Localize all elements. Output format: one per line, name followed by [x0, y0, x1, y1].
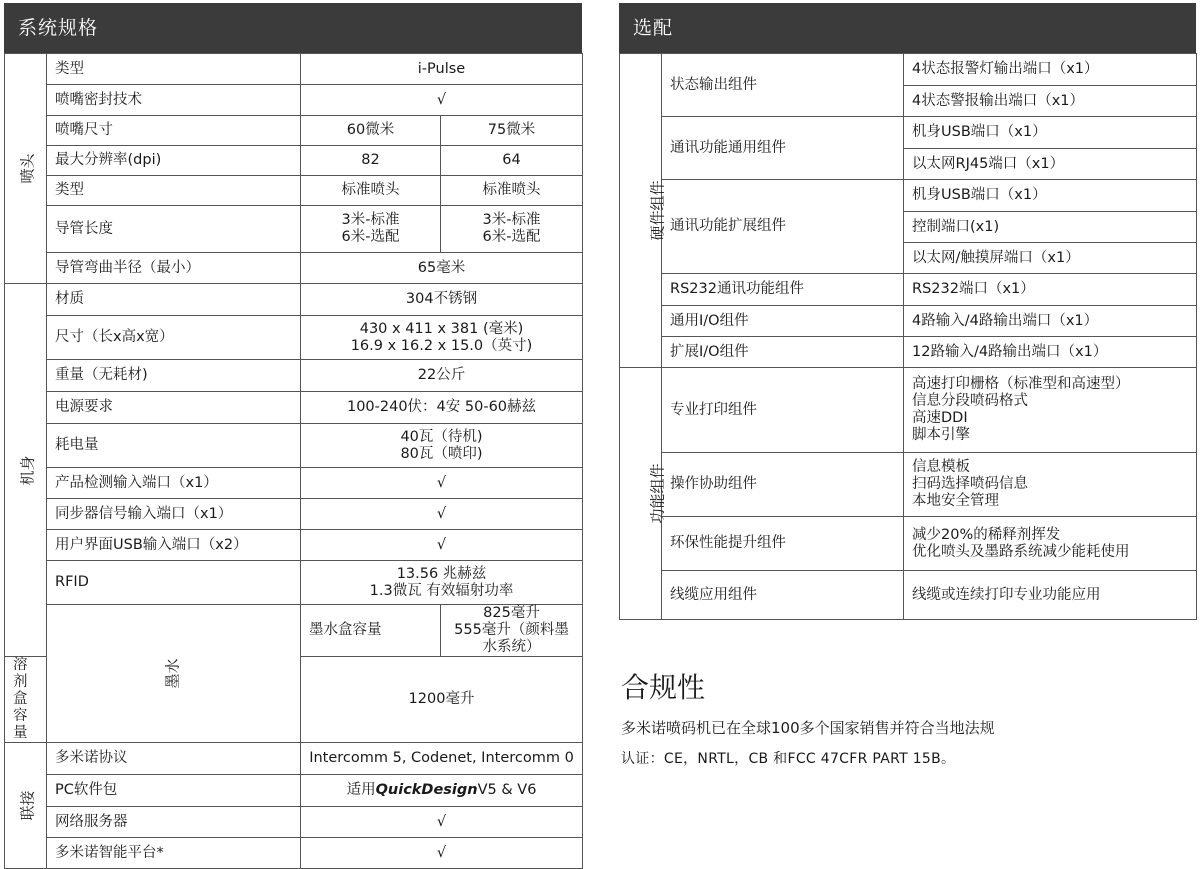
spec-label: 尺寸（长x高x宽） [47, 316, 301, 360]
spec-label: 溶剂盒容量 [5, 657, 47, 743]
system-spec-panel [4, 3, 582, 869]
table-row [5, 116, 583, 146]
table-row [5, 499, 583, 530]
option-label: 状态输出组件 [662, 54, 904, 117]
option-value: 高速打印栅格（标准型和高速型） 信息分段喷码格式 高速DDI 脚本引擎 [904, 368, 1197, 453]
options-title: 选配 [619, 3, 1196, 53]
table-row [5, 838, 583, 869]
check-mark: √ [301, 530, 583, 561]
option-label: 通用I/O组件 [662, 306, 904, 337]
spec-label: 最大分辨率(dpi) [47, 146, 301, 176]
option-label: 通讯功能通用组件 [662, 117, 904, 180]
table-row [5, 54, 583, 85]
option-value: 机身USB端口（x1） [904, 180, 1197, 212]
spec-value: Intercomm 5, Codenet, Intercomm 0 [301, 743, 583, 775]
table-row [5, 775, 583, 807]
spec-label: 导管长度 [47, 206, 301, 253]
spec-label: 喷嘴密封技术 [47, 85, 301, 116]
option-label: RS232通讯功能组件 [662, 274, 904, 306]
table-row [620, 337, 1197, 368]
spec-value: 13.56 兆赫兹 1.3微瓦 有效辐射功率 [301, 561, 583, 605]
spec-value: 82 [301, 146, 441, 176]
spec-value: 304不锈钢 [301, 284, 583, 316]
spec-label: 重量（无耗材) [47, 360, 301, 392]
spec-value: 1200毫升 [301, 657, 583, 743]
table-row [5, 85, 583, 116]
spec-value: 3米-标准 6米-选配 [301, 206, 441, 253]
spec-label: 网络服务器 [47, 807, 301, 838]
system-spec-table [4, 53, 583, 869]
table-row [5, 284, 583, 316]
spec-label: 产品检测输入端口（x1） [47, 468, 301, 499]
table-row [5, 468, 583, 499]
spec-value: 22公斤 [301, 360, 583, 392]
option-value: 4状态警报输出端口（x1） [904, 86, 1197, 117]
table-row [5, 253, 583, 284]
spec-value: 65毫米 [301, 253, 583, 284]
option-value: 以太网RJ45端口（x1） [904, 149, 1197, 180]
spec-value: 75微米 [441, 116, 583, 146]
spec-label: 电源要求 [47, 392, 301, 424]
check-mark: √ [301, 499, 583, 530]
table-row [5, 561, 583, 605]
options-panel [619, 3, 1196, 620]
spec-label: 类型 [47, 54, 301, 85]
option-label: 专业打印组件 [662, 368, 904, 453]
options-table [619, 53, 1197, 620]
table-row [620, 517, 1197, 571]
table-row [620, 180, 1197, 212]
spec-value: 适用QuickDesignV5 & V6 [301, 775, 583, 807]
option-label: 操作协助组件 [662, 453, 904, 517]
check-mark: √ [301, 807, 583, 838]
option-value: 线缆或连续打印专业功能应用 [904, 571, 1197, 620]
spec-label: 墨水盒容量 [301, 605, 441, 657]
table-row [5, 807, 583, 838]
table-row [5, 605, 583, 657]
spec-value: 825毫升 555毫升（颜料墨水系统） [441, 605, 583, 657]
spec-label: 用户界面USB输入端口（x2） [47, 530, 301, 561]
table-row [620, 54, 1197, 86]
option-value: RS232端口（x1） [904, 274, 1197, 306]
table-row [5, 743, 583, 775]
spec-label: 导管弯曲半径（最小） [47, 253, 301, 284]
option-value: 以太网/触摸屏端口（x1） [904, 243, 1197, 274]
group-body: 机身 [5, 284, 47, 657]
spec-label: PC软件包 [47, 775, 301, 807]
spec-label: 耗电量 [47, 424, 301, 468]
table-row [5, 392, 583, 424]
spec-label: 多米诺智能平台* [47, 838, 301, 869]
spec-label: RFID [47, 561, 301, 605]
group-function: 功能组件 [620, 368, 662, 620]
spec-label: 类型 [47, 176, 301, 206]
table-row [620, 117, 1197, 149]
option-value: 4路输入/4路输出端口（x1） [904, 306, 1197, 337]
option-value: 减少20%的稀释剂挥发 优化喷头及墨路系统减少能耗使用 [904, 517, 1197, 571]
option-label: 扩展I/O组件 [662, 337, 904, 368]
table-row [5, 530, 583, 561]
group-ink: 墨水 [47, 605, 301, 743]
table-row [5, 146, 583, 176]
check-mark: √ [301, 838, 583, 869]
group-connect: 联接 [5, 743, 47, 869]
spec-value: 100-240伏：4安 50-60赫兹 [301, 392, 583, 424]
check-mark: √ [301, 85, 583, 116]
spec-value: i-Pulse [301, 54, 583, 85]
check-mark: √ [301, 468, 583, 499]
table-row [5, 360, 583, 392]
spec-value: 430 x 411 x 381 (毫米) 16.9 x 16.2 x 15.0（英寸) [301, 316, 583, 360]
table-row [5, 424, 583, 468]
option-value: 信息模板 扫码选择喷码信息 本地安全管理 [904, 453, 1197, 517]
spec-value: 标准喷头 [301, 176, 441, 206]
option-value: 4状态报警灯输出端口（x1） [904, 54, 1197, 86]
option-label: 环保性能提升组件 [662, 517, 904, 571]
table-row [5, 206, 583, 253]
table-row [620, 453, 1197, 517]
spec-label: 多米诺协议 [47, 743, 301, 775]
table-row [620, 274, 1197, 306]
table-row [5, 176, 583, 206]
option-label: 线缆应用组件 [662, 571, 904, 620]
table-row [620, 306, 1197, 337]
quickdesign-brand: QuickDesign [375, 782, 478, 798]
option-value: 控制端口(x1) [904, 212, 1197, 243]
option-label: 通讯功能扩展组件 [662, 180, 904, 274]
spec-label: 同步器信号输入端口（x1） [47, 499, 301, 530]
option-value: 12路输入/4路输出端口（x1） [904, 337, 1197, 368]
spec-value: 60微米 [301, 116, 441, 146]
spec-value: 3米-标准 6米-选配 [441, 206, 583, 253]
spec-value: 标准喷头 [441, 176, 583, 206]
group-hardware: 硬件组件 [620, 54, 662, 368]
compliance-title: 合规性 [621, 671, 706, 704]
option-value: 机身USB端口（x1） [904, 117, 1197, 149]
table-row [620, 368, 1197, 453]
certification-text: 认证：CE，NRTL，CB 和FCC 47CFR PART 15B。 [621, 751, 956, 767]
compliance-text: 多米诺喷码机已在全球100多个国家销售并符合当地法规 [621, 719, 995, 737]
table-row [620, 571, 1197, 620]
spec-value: 64 [441, 146, 583, 176]
spec-label: 材质 [47, 284, 301, 316]
spec-label: 喷嘴尺寸 [47, 116, 301, 146]
spec-value: 40瓦（待机) 80瓦（喷印) [301, 424, 583, 468]
table-row [5, 316, 583, 360]
group-nozzle: 喷头 [5, 54, 47, 284]
system-spec-title: 系统规格 [4, 3, 582, 53]
